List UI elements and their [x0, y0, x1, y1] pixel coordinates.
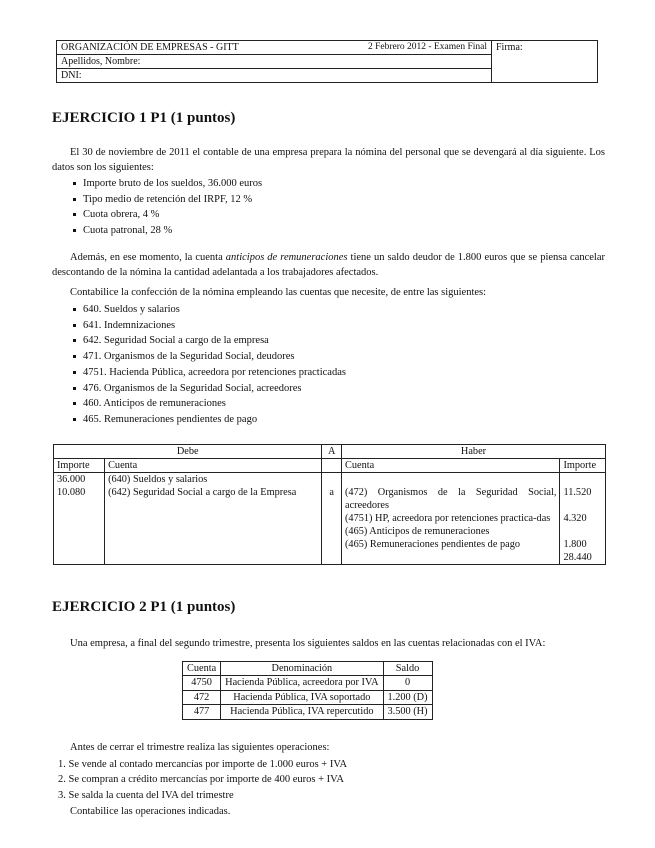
ex2-operations-intro: Antes de cerrar el trimestre realiza las siguientes operaciones:	[70, 742, 330, 753]
signature-box: Firma:	[492, 41, 598, 83]
ex1-paragraph-2: Además, en ese momento, la cuenta anticipos de remuneraciones tiene un saldo deudor de 1.800 euros que se piensa cancelar descontando de la nómina la cantidad adelantada a los trabajadores afectados.	[52, 252, 606, 278]
debit-accounts: (640) Sueldos y salarios (642) Seguridad Social a cargo de la Empresa	[105, 473, 322, 565]
list-item: 640. Sueldos y salarios	[73, 302, 346, 318]
a-column: a	[322, 473, 342, 565]
list-item: 3. Se salda la cuenta del IVA del trimestre	[58, 789, 234, 801]
ex1-data-list	[73, 176, 262, 239]
list-item: 4751. Hacienda Pública, acreedora por retenciones practicadas	[73, 365, 346, 381]
list-item: 642. Seguridad Social a cargo de la empresa	[73, 333, 346, 349]
list-item: 471. Organismos de la Seguridad Social, deudores	[73, 349, 346, 365]
emphasis-term: anticipos de remuneraciones	[225, 252, 348, 263]
credit-cuenta-header: Cuenta	[342, 459, 560, 473]
header-exam-date: 2 Febrero 2012 - Examen Final	[315, 41, 492, 55]
journal-entry-table	[53, 444, 606, 565]
debit-importe-header: Importe	[54, 459, 105, 473]
list-item: 476. Organismos de la Seguridad Social, acreedores	[73, 381, 346, 397]
list-item: Cuota obrera, 4 %	[73, 207, 262, 223]
list-item: 641. Indemnizaciones	[73, 318, 346, 334]
exam-header	[56, 40, 598, 83]
ex1-intro: El 30 de noviembre de 2011 el contable de una empresa prepara la nómina del personal que se devengará al día siguiente. Los datos son los siguientes:	[52, 147, 605, 173]
name-field: Apellidos, Nombre:	[57, 55, 492, 69]
list-item: 1. Se vende al contado mercancías por importe de 1.000 euros + IVA	[58, 759, 348, 770]
table-header: Denominación	[221, 662, 383, 676]
list-item: 465. Remuneraciones pendientes de pago	[73, 412, 346, 428]
table-row: 4750 Hacienda Pública, acreedora por IVA 0	[183, 676, 433, 690]
credit-importe-header: Importe	[560, 459, 606, 473]
header-course: ORGANIZACIÓN DE EMPRESAS - GITT	[57, 41, 315, 55]
credit-accounts: (472) Organismos de la Seguridad Social, acreedores (4751) HP, acreedora por retenciones practica-das (465) Anticipos de remuneraciones (465) Remuneraciones pendientes de pago	[342, 473, 560, 565]
list-item: 2. Se compran a crédito mercancías por importe de 400 euros + IVA	[58, 774, 344, 786]
vat-balances-table	[182, 661, 433, 720]
ex2-closing: Contabilice las operaciones indicadas.	[70, 806, 231, 817]
debit-amounts: 36.000 10.080	[54, 473, 105, 565]
operations-list	[58, 757, 347, 803]
list-item: Importe bruto de los sueldos, 36.000 euros	[73, 176, 262, 192]
table-header: Cuenta	[183, 662, 221, 676]
table-row: 472 Hacienda Pública, IVA soportado 1.200 (D)	[183, 690, 433, 704]
exercise-1-title: EJERCICIO 1 P1 (1 puntos)	[52, 110, 236, 126]
accounts-list	[73, 302, 346, 428]
list-item: Cuota patronal, 28 %	[73, 223, 262, 239]
exercise-2-title: EJERCICIO 2 P1 (1 puntos)	[52, 599, 236, 615]
table-header: Saldo	[383, 662, 432, 676]
table-row: 477 Hacienda Pública, IVA repercutido 3.500 (H)	[183, 705, 433, 719]
debe-header: Debe	[54, 445, 322, 459]
list-item: Tipo medio de retención del IRPF, 12 %	[73, 192, 262, 208]
ex2-intro: Una empresa, a final del segundo trimestre, presenta los siguientes saldos en las cuentas relacionadas con el IVA:	[70, 638, 546, 649]
list-item: 460. Anticipos de remuneraciones	[73, 396, 346, 412]
dni-field: DNI:	[57, 69, 492, 83]
credit-amounts: 11.520 4.320 1.800 28.440	[560, 473, 606, 565]
ex1-paragraph-3: Contabilice la confección de la nómina empleando las cuentas que necesite, de entre las siguientes:	[70, 287, 487, 298]
debit-cuenta-header: Cuenta	[105, 459, 322, 473]
haber-header: Haber	[342, 445, 606, 459]
a-header: A	[322, 445, 342, 459]
